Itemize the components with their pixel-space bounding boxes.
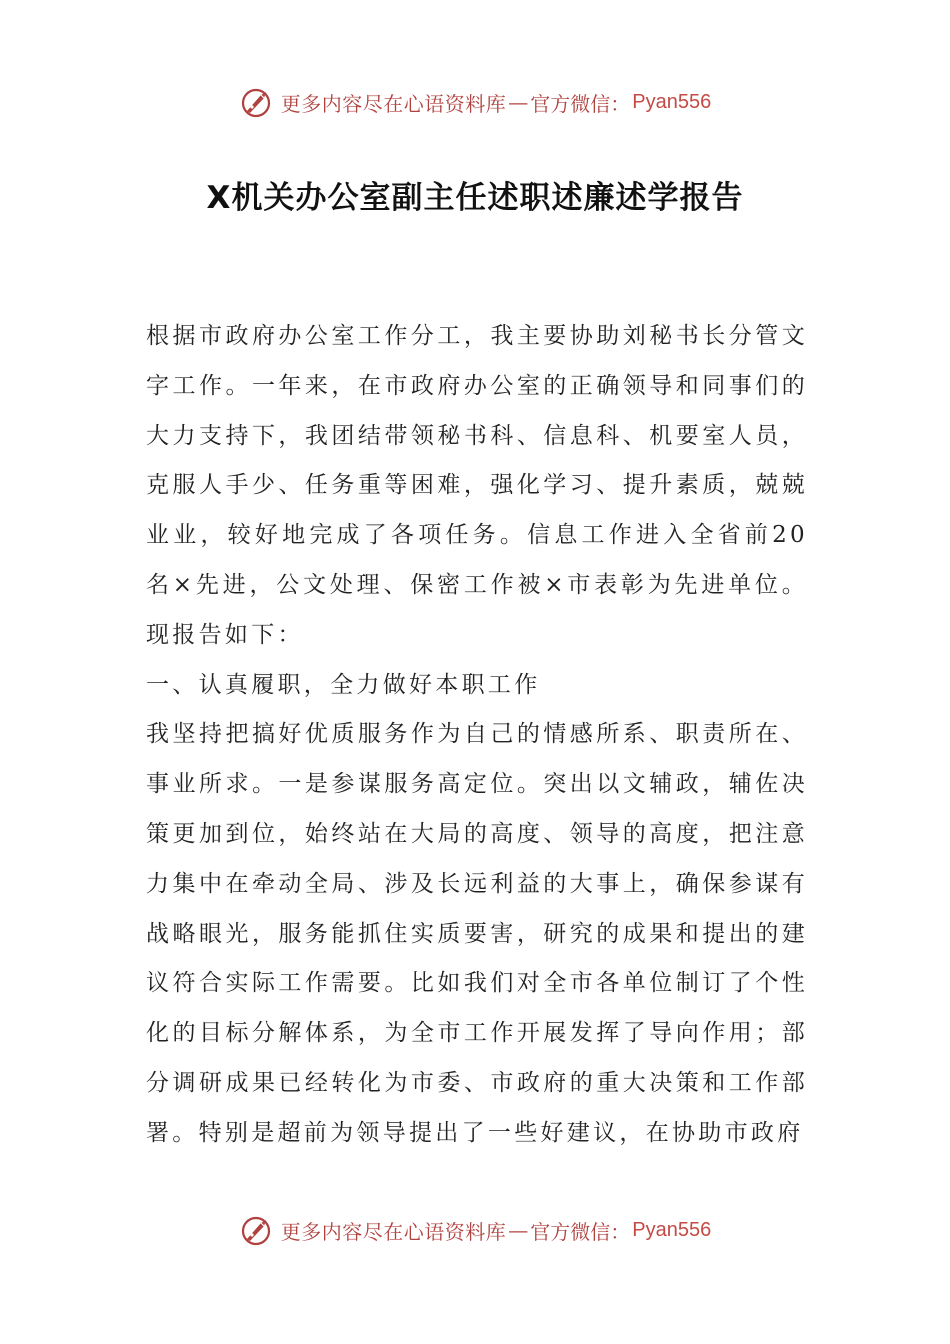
watermark-label: 官方微信： (530, 1219, 631, 1244)
watermark-banner-bottom (0, 1208, 950, 1252)
section-paragraph: 我坚持把搞好优质服务作为自己的情感所系、职责所在、事业所求。一是参谋服务高定位。突出以文辅政，辅佐决策更加到位，始终站在大局的高度、领导的高度，把注意力集中在牵动全局、涉及长远利益的大事上，确保参谋有战略眼光，服务能抓住实质要害，研究的成果和提出的建议符合实际工作需要。比如我们对全市各单位制订了个性化的目标分解体系，为全市工作开展发挥了导向作用；部分调研成果已经转化为市委、市政府的重大决策和工作部署。特别是超前为领导提出了一些好建议，在协助市政府 (146, 721, 808, 1146)
section-heading: 一、认真履职，全力做好本职工作 (146, 671, 541, 698)
watermark-text: 更多内容尽在心语资料库 (280, 91, 507, 116)
watermark-wechat-id: Pyan556 (632, 1218, 712, 1241)
pen-nib-circle-icon (239, 84, 275, 120)
watermark-wechat-id: Pyan556 (632, 90, 712, 113)
pen-nib-circle-icon (239, 1212, 275, 1248)
watermark-separator: — (508, 1218, 529, 1242)
watermark-text: 更多内容尽在心语资料库 (280, 1219, 507, 1244)
watermark-banner-top (0, 80, 950, 124)
watermark-label: 官方微信： (530, 91, 631, 116)
intro-paragraph: 根据市政府办公室工作分工，我主要协助刘秘书长分管文字工作。一年来，在市政府办公室的正确领导和同事们的大力支持下，我团结带领秘书科、信息科、机要室人员，克服人手少、任务重等困难，强化学习、提升素质，兢兢业业，较好地完成了各项任务。信息工作进入全省前20名×先进，公文处理、保密工作被×市表彰为先进单位。现报告如下： (146, 323, 808, 648)
watermark-separator: — (508, 90, 529, 114)
document-body (146, 312, 808, 1159)
document-title: X机关办公室副主任述职述廉述学报告 (206, 180, 744, 216)
